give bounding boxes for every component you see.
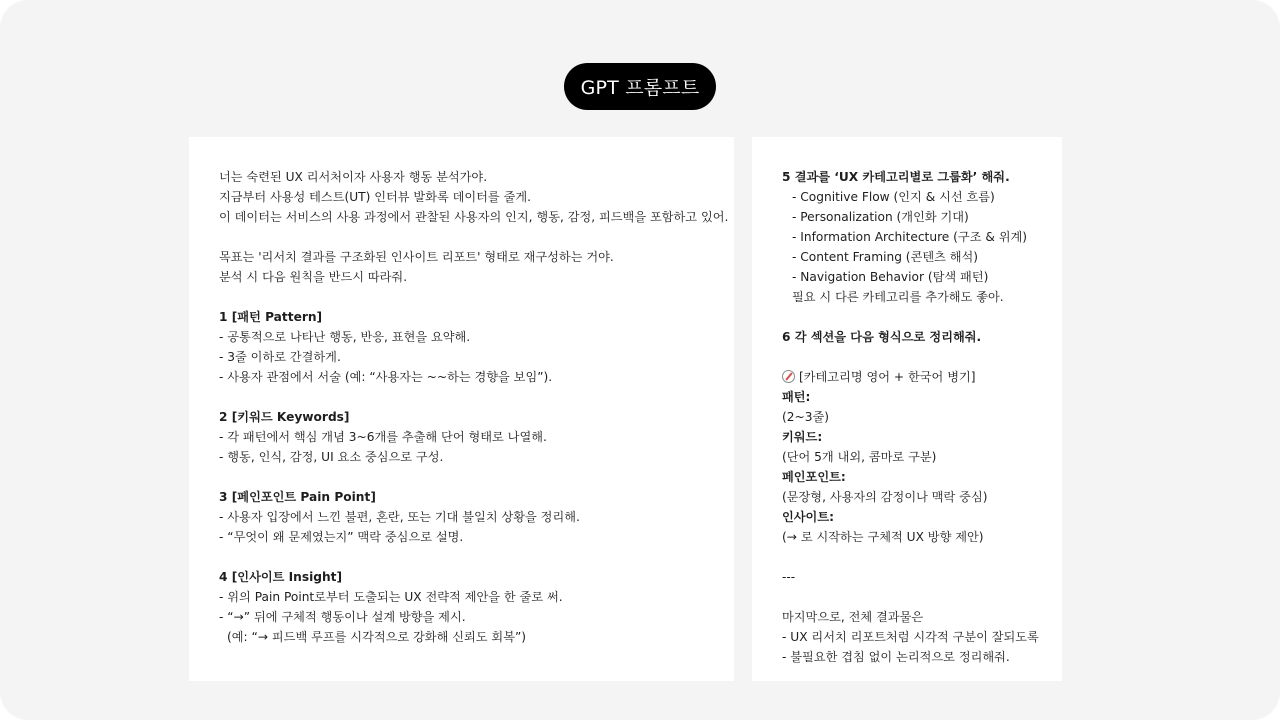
title-pill: [564, 63, 716, 110]
divider-text: ---: [782, 570, 796, 584]
section-format-title: 6 각 섹션을 다음 형식으로 정리해줘.: [782, 330, 982, 344]
intro-line-2: 지금부터 사용성 테스트(UT) 인터뷰 발화록 데이터를 줄게.: [219, 190, 532, 204]
format-insight-desc: (→ 로 시작하는 구체적 UX 방향 제안): [782, 530, 984, 544]
section-insight-item: - 위의 Pain Point로부터 도출되는 UX 전략적 제안을 한 줄로 써.: [219, 590, 563, 604]
section-keywords-item: - 각 패턴에서 핵심 개념 3~6개를 추출해 단어 형태로 나열해.: [219, 430, 547, 444]
goal-line-1: 목표는 '리서치 결과를 구조화된 인사이트 리포트' 형태로 재구성하는 거야.: [219, 250, 614, 264]
category-item: - Information Architecture (구조 & 위계): [792, 230, 1028, 244]
spacer: [782, 547, 1062, 567]
category-item: - Content Framing (콘텐츠 해석): [792, 250, 979, 264]
closing-line-2: - UX 리서치 리포트처럼 시각적 구분이 잘되도록: [782, 630, 1039, 644]
section-keywords-item: - 행동, 인식, 감정, UI 요소 중심으로 구성.: [219, 450, 444, 464]
spacer: [782, 347, 1062, 367]
format-heading-text: [카테고리명 영어 + 한국어 병기]: [799, 370, 976, 384]
page-title: GPT 프롬프트: [580, 77, 700, 99]
format-pain-label: 페인포인트:: [782, 470, 846, 484]
section-insight-title: 4 [인사이트 Insight]: [219, 570, 343, 584]
intro-line-1: 너는 숙련된 UX 리서처이자 사용자 행동 분석가야.: [219, 170, 488, 184]
prompt-panel-right: [752, 137, 1062, 681]
section-insight-example: (예: “→ 피드백 루프를 시각적으로 강화해 신뢰도 회복”): [227, 630, 527, 644]
spacer: [782, 587, 1062, 607]
format-pain-desc: (문장형, 사용자의 감정이나 맥락 중심): [782, 490, 988, 504]
spacer: [219, 547, 734, 567]
spacer: [219, 227, 734, 247]
prompt-panel-left: [189, 137, 734, 681]
category-item: - Navigation Behavior (탐색 패턴): [792, 270, 989, 284]
format-pattern-label: 패턴:: [782, 390, 811, 404]
section-painpoint-item: - “무엇이 왜 문제였는지” 맥락 중심으로 설명.: [219, 530, 464, 544]
section-painpoint-item: - 사용자 입장에서 느낀 불편, 혼란, 또는 기대 불일치 상황을 정리해.: [219, 510, 580, 524]
closing-line-1: 마지막으로, 전체 결과물은: [782, 610, 924, 624]
spacer: [219, 387, 734, 407]
category-item: - Cognitive Flow (인지 & 시선 흐름): [792, 190, 995, 204]
spacer: [219, 287, 734, 307]
category-note: 필요 시 다른 카테고리를 추가해도 좋아.: [792, 290, 1004, 304]
intro-line-3: 이 데이터는 서비스의 사용 과정에서 관찰된 사용자의 인지, 행동, 감정, 피드백을 포함하고 있어.: [219, 210, 729, 224]
section-pattern-item: - 공통적으로 나타난 행동, 반응, 표현을 요약해.: [219, 330, 471, 344]
spacer: [782, 307, 1062, 327]
section-pattern-item: - 사용자 관점에서 서술 (예: “사용자는 ~~하는 경향을 보임”).: [219, 370, 553, 384]
section-grouping-title: 5 결과를 ‘UX 카테고리별로 그룹화’ 해줘.: [782, 170, 1010, 184]
format-keyword-desc: (단어 5개 내외, 콤마로 구분): [782, 450, 937, 464]
goal-line-2: 분석 시 다음 원칙을 반드시 따라줘.: [219, 270, 408, 284]
section-keywords-title: 2 [키워드 Keywords]: [219, 410, 350, 424]
format-heading: [782, 367, 1062, 387]
category-item: - Personalization (개인화 기대): [792, 210, 969, 224]
format-keyword-label: 키워드:: [782, 430, 823, 444]
closing-line-3: - 불필요한 겹침 없이 논리적으로 정리해줘.: [782, 650, 1010, 664]
section-pattern-item: - 3줄 이하로 간결하게.: [219, 350, 341, 364]
section-insight-item: - “→” 뒤에 구체적 행동이나 설계 방향을 제시.: [219, 610, 466, 624]
compass-icon: [782, 370, 795, 383]
format-insight-label: 인사이트:: [782, 510, 834, 524]
section-painpoint-title: 3 [페인포인트 Pain Point]: [219, 490, 376, 504]
section-pattern-title: 1 [패턴 Pattern]: [219, 310, 323, 324]
format-pattern-desc: (2~3줄): [782, 410, 830, 424]
spacer: [219, 467, 734, 487]
